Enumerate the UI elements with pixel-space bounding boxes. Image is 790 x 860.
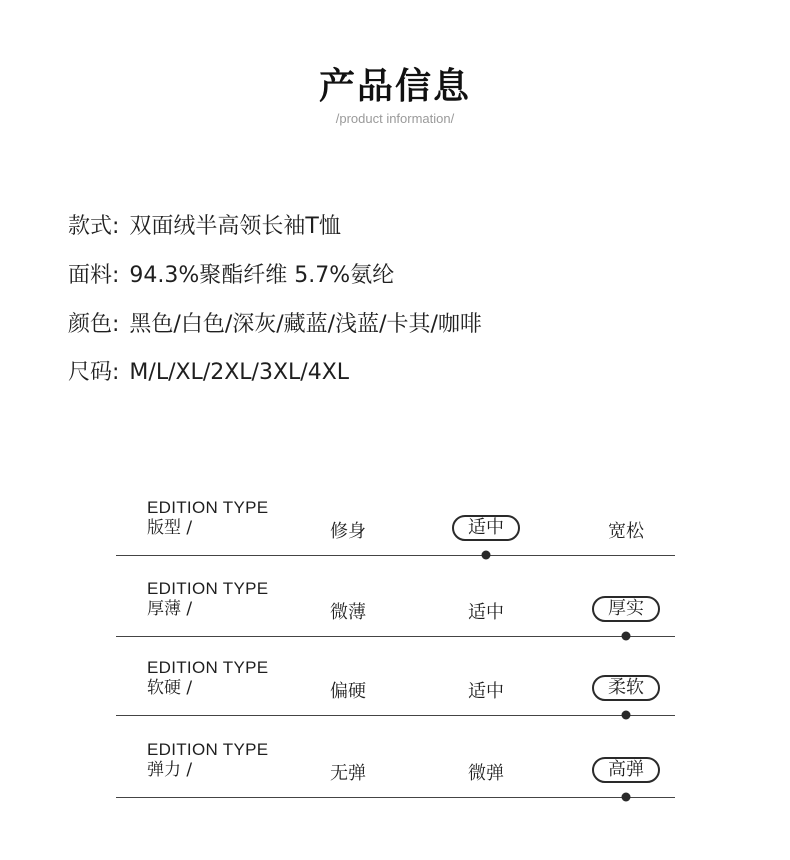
attribute-en: EDITION TYPE: [147, 498, 269, 517]
option-elasticity-slight: 微弹: [468, 763, 504, 784]
info-value: 双面绒半高领长袖T恤: [129, 214, 341, 239]
option-thickness-thick: 厚实: [592, 596, 660, 622]
selection-marker: [622, 632, 631, 641]
attribute-cn: 弹力 /: [147, 760, 193, 780]
info-row-style: [68, 209, 341, 240]
info-value: 94.3%聚酯纤维 5.7%氨纶: [129, 263, 395, 288]
info-value: M/L/XL/2XL/3XL/4XL: [129, 360, 350, 385]
page-title: 产品信息: [318, 66, 471, 107]
info-label: 款式:: [68, 214, 120, 239]
divider: [116, 636, 675, 637]
divider: [116, 555, 675, 556]
attribute-en: EDITION TYPE: [147, 658, 269, 677]
attribute-cn: 版型 /: [147, 518, 193, 538]
attribute-label-softness: [147, 657, 268, 699]
attribute-en: EDITION TYPE: [147, 740, 269, 759]
option-thickness-medium: 适中: [468, 602, 504, 623]
info-label: 尺码:: [68, 360, 120, 385]
selection-marker: [622, 711, 631, 720]
selection-marker: [622, 793, 631, 802]
attribute-label-elasticity: [147, 739, 268, 781]
attribute-cn: 厚薄 /: [147, 599, 193, 619]
option-softness-soft: 柔软: [592, 675, 660, 701]
info-row-size: [68, 355, 349, 386]
option-thickness-thin: 微薄: [330, 602, 366, 623]
option-fit-slim: 修身: [330, 521, 366, 542]
page-subtitle: /product information/: [335, 111, 455, 126]
divider: [116, 715, 675, 716]
info-label: 面料:: [68, 263, 120, 288]
divider: [116, 797, 675, 798]
info-row-color: [68, 307, 482, 338]
attribute-label-thickness: [147, 578, 268, 620]
attribute-label-fit: [147, 497, 268, 539]
attribute-en: EDITION TYPE: [147, 579, 269, 598]
info-value: 黑色/白色/深灰/藏蓝/浅蓝/卡其/咖啡: [129, 312, 482, 337]
option-softness-hard: 偏硬: [330, 681, 366, 702]
selection-marker: [482, 551, 491, 560]
option-elasticity-high: 高弹: [592, 757, 660, 783]
option-softness-medium: 适中: [468, 681, 504, 702]
attribute-cn: 软硬 /: [147, 678, 193, 698]
info-row-fabric: [68, 258, 394, 289]
option-fit-regular: 适中: [452, 515, 520, 541]
info-label: 颜色:: [68, 312, 120, 337]
option-elasticity-none: 无弹: [330, 763, 366, 784]
option-fit-loose: 宽松: [608, 521, 644, 542]
